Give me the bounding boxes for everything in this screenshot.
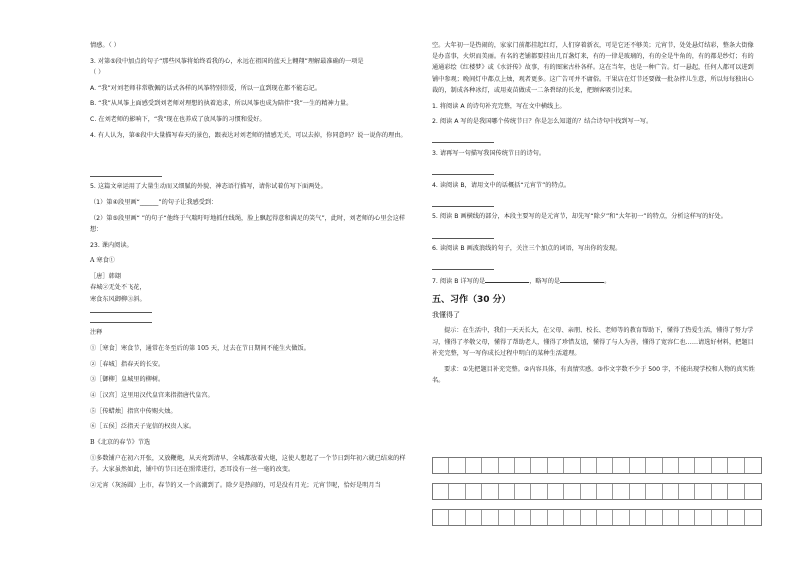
essay-prompt: 提示：在生活中，我们一天天长大，在父母、亲朋、校长、老师等的教育帮助下，懂得了热爱生活，懂得了努力学习，懂得了孝敬父母，懂得了帮助老人，懂得了珍惜友谊，懂得了与人为善，懂得了宽容仁也……请选好材料，把题目补充完整，写一写你成长过程中明白的某种生活道理。 xyxy=(432,327,754,357)
r-q7-part3: 。 xyxy=(604,277,611,285)
q3-stem: 3. 对第⑤段中加点的句子“那些风筝将始终看我的心，永远在祖国的蓝天上翱翔”理解最准确的一项是 xyxy=(90,57,364,65)
note-4: ④［汉宫］这里用汉代皇宫来指指唐代皇宫。 xyxy=(90,392,214,400)
q3-option-c: C. 在刘老师的影响下，“我”现在也养成了放风筝的习惯和爱好。 xyxy=(90,116,266,124)
section-five-heading: 五、习作（30 分） xyxy=(432,294,511,305)
q2-tail: 情感。（ ） xyxy=(90,42,120,49)
q5-part2: （2）第⑤段里画“ ”的句子“他终于气喘吁吁地抓住线绳，脸上飘起得意和满足的笑气”，此时，刘老师的心里会这样想： xyxy=(90,214,406,234)
r-q7-part2: ，略写的是 xyxy=(529,277,561,285)
reading-b-title: B《北京的春节》节选 xyxy=(90,439,151,447)
r-q5: 5. 阅读 B 画横线的部分，本段主要写的是元宵节，却先写“除夕”和“大年初一”的特点，分析这样写的好处。 xyxy=(432,213,727,221)
writing-grid-row-2[interactable] xyxy=(432,483,762,500)
r-q3: 3. 请再写一句描写我国传统节日的诗句。 xyxy=(432,149,546,157)
r-q7 xyxy=(432,275,758,287)
q5-part1: （1）第④段里画“______”的句子让我感受到： xyxy=(90,199,218,207)
note-2: ②［春城］指春天的长安。 xyxy=(90,360,165,368)
notes-heading: 注释 xyxy=(90,329,103,337)
r-q2: 2. 阅读 A 写的是我国哪个传统节日？你是怎么知道的？结合诗句中找到写一写。 xyxy=(432,118,653,126)
q3-paren: （ ） xyxy=(90,68,105,76)
poem-a-author: ［唐］韩翃 xyxy=(90,273,121,281)
r-q6-answer-line[interactable] xyxy=(432,260,494,270)
q23-title: 23. 课内阅读。 xyxy=(90,241,133,249)
r-q7-blank1[interactable] xyxy=(485,275,529,283)
r-q1: 1. 将阅读 A 的诗句补充完整，写在文中横线上。 xyxy=(432,102,566,110)
poem-a-blank1[interactable] xyxy=(90,306,152,313)
note-3: ③［御柳］皇城里的柳树。 xyxy=(90,376,165,384)
note-1: ①［寒食］寒食节，通常在冬至后的第 105 天，过去在节日期间不能生火做饭。 xyxy=(90,344,310,352)
r-q6: 6. 读阅读 B 画波浪线的句子，关注三个加点的词语，写出你的发现。 xyxy=(432,245,622,253)
q3-option-a: A. “我”对刘老师非常敬佩的话式各样的风筝特别崇爱，所以一直到现在都不能忘记。 xyxy=(90,84,322,92)
writing-grid-row-1[interactable] xyxy=(432,457,762,474)
essay-title: 我懂得了 xyxy=(432,310,460,319)
right-column xyxy=(432,40,758,386)
r-q5-answer-line[interactable] xyxy=(432,229,494,239)
r-q7-blank2[interactable] xyxy=(560,275,604,283)
r-q4-answer-line[interactable] xyxy=(432,197,494,207)
writing-grid-row-3[interactable] xyxy=(432,509,762,526)
essay-requirements: 要求：①先把题目补充完整。②内容具体，有真情实感。③作文字数不少于 500 字，不能出现学校和人物的真实姓名。 xyxy=(432,365,755,384)
note-6: ⑥［五侯］泛指天子宠信的权贵人家。 xyxy=(90,423,196,431)
q4-stem: 4. 有人认为，第⑥段中大量描写春天的景色，跟表达对刘老师的情感无关，可以去掉，你同意吗？说一说你的理由。 xyxy=(90,131,407,139)
reading-b-para2: ②元宵（灰汤圆）上市，春节的又一个高潮到了。除夕是热闹的，可是没有月光；元宵节呢，恰好是明月当 xyxy=(90,481,381,489)
reading-b-continued: 空。大年初一是热闹的，家家门前都挂起红灯，人们穿着新衣，可是它还不够美；元宵节，处处悬灯结彩，整条大街像是办喜事，火炽而美丽。有名的老铺都要挂出几百盏灯来，有的一律是玻璃的，有的全是牛角的，有的都是纱灯；有的通通彩绘《红楼梦》或《水浒传》故事，有的图案古朴各样。这在当年，也是一种广告。灯一悬起，任何人都可以进到铺中参观；晚间灯中都点上烛，观者更多。这广告可并不庸俗。干果店在灯节还要做一批杂拌儿生意，所以每每独出心裁的，制成各种冰灯，或用麦苗做成一二条碧绿的长龙，把顾客吸引过来。 xyxy=(432,42,754,94)
q3-option-b: B. “我”从风筝上面感受到刘老师对理想的执着追求，所以风筝也成为陪伴“我”一生的精神力量。 xyxy=(90,100,353,108)
r-q3-answer-line[interactable] xyxy=(432,165,494,175)
r-q7-part1: 7. 阅读 B 详写的是 xyxy=(432,277,486,285)
left-column xyxy=(90,40,412,491)
poem-a-blank2[interactable] xyxy=(90,316,152,323)
q4-answer-line[interactable] xyxy=(90,167,162,177)
q5-stem: 5. 这篇文章运用了大量生动而又细腻的外貌、神态语行描写，请你试着仿写下面两处。 xyxy=(90,183,327,191)
reading-b-para1: ①多数铺户在初六开张，又放鞭炮，从天亮到清早，全城都放着火炮，这使人想起了一个节日到年初六就已结束的样子。大家虽然如此，铺中的节日还在照常进行，恶耳没有一丝一毫的改变。 xyxy=(90,454,406,474)
note-5: ⑤［传蜡烛］指官中传赐火烛。 xyxy=(90,407,177,415)
r-q4: 4. 读阅读 B，请用文中的话概括“元宵节”的特点。 xyxy=(432,181,571,189)
poem-a-line1: 春城②无处不飞花， xyxy=(90,284,146,292)
poem-a-title: A 寒食① xyxy=(90,257,115,265)
r-q2-answer-line[interactable] xyxy=(432,133,494,143)
poem-a-line2: 寒食东风御柳③斜。 xyxy=(90,295,146,303)
